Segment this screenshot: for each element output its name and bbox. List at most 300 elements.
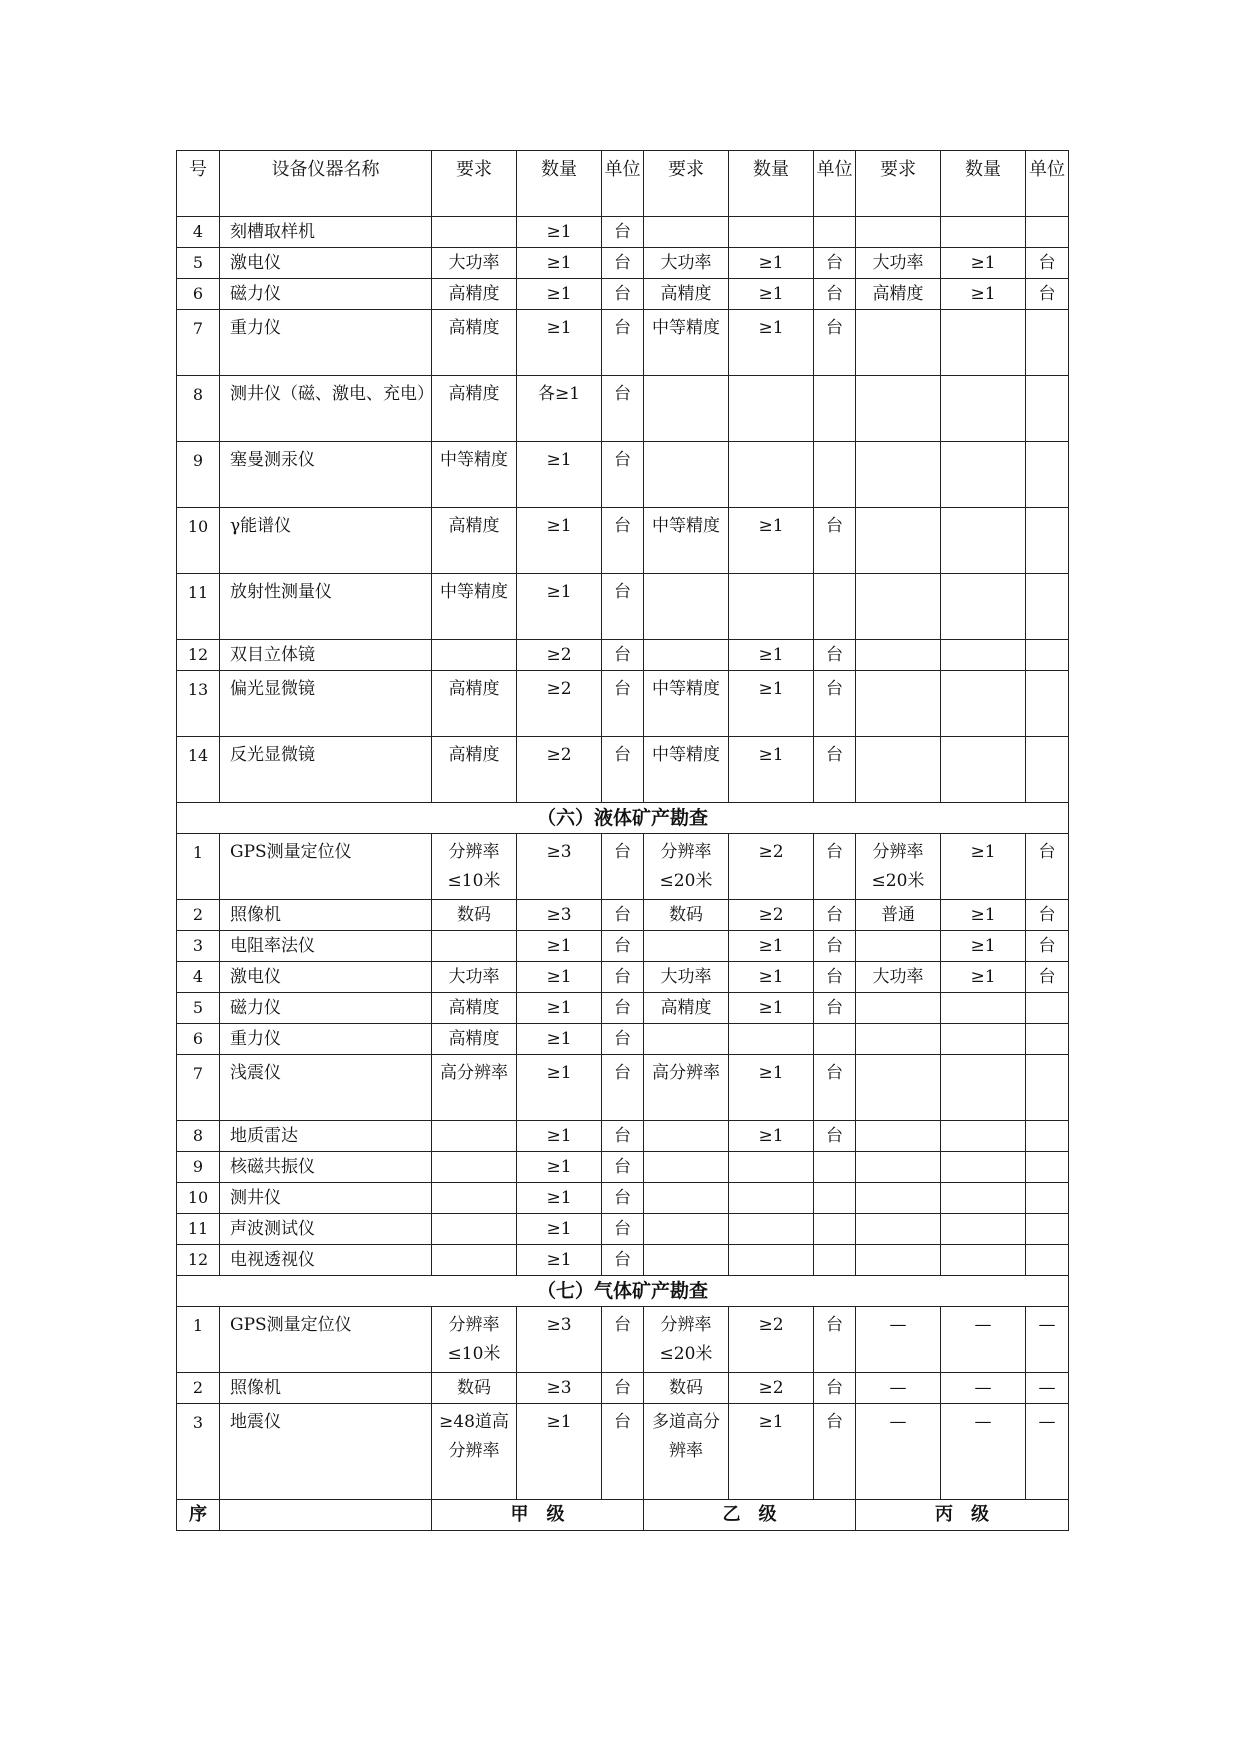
table-cell: 中等精度 (644, 737, 729, 803)
table-cell (941, 1055, 1026, 1121)
table-cell: ≥1 (517, 962, 602, 993)
equipment-name: 测井仪（磁、激电、充电） (220, 376, 432, 442)
row-number: 4 (177, 962, 220, 993)
table-cell: ≥1 (941, 900, 1026, 931)
table-cell (1026, 737, 1069, 803)
table-cell: 台 (602, 900, 644, 931)
table-cell: ≥1 (729, 737, 814, 803)
row-number: 7 (177, 1055, 220, 1121)
row-number: 2 (177, 900, 220, 931)
table-cell (856, 993, 941, 1024)
equipment-name: 塞曼测汞仪 (220, 442, 432, 508)
header-cell: 单位 (1026, 151, 1069, 217)
table-cell (941, 993, 1026, 1024)
row-number: 12 (177, 1245, 220, 1276)
table-cell (941, 640, 1026, 671)
table-cell (856, 1121, 941, 1152)
table-cell (1026, 640, 1069, 671)
table-cell: ≥1 (729, 640, 814, 671)
table-cell (814, 1152, 856, 1183)
table-cell: ≥1 (517, 1121, 602, 1152)
equipment-name: γ能谱仪 (220, 508, 432, 574)
table-cell: 台 (814, 1404, 856, 1500)
table-body (177, 151, 1069, 1531)
row-number: 8 (177, 1121, 220, 1152)
table-cell: ≥1 (517, 442, 602, 508)
table-cell: ≥1 (517, 1183, 602, 1214)
equipment-name: 放射性测量仪 (220, 574, 432, 640)
grade-a-label: 甲 级 (432, 1500, 644, 1531)
row-number: 6 (177, 279, 220, 310)
table-cell (856, 640, 941, 671)
table-cell: ≥1 (517, 1214, 602, 1245)
table-cell (432, 1152, 517, 1183)
table-cell: ≥1 (941, 279, 1026, 310)
table-cell (432, 640, 517, 671)
table-cell: — (856, 1373, 941, 1404)
equipment-name: 照像机 (220, 900, 432, 931)
row-number: 2 (177, 1373, 220, 1404)
table-row (177, 574, 1069, 640)
table-cell: 台 (814, 737, 856, 803)
table-cell: ≥2 (729, 1307, 814, 1373)
table-cell (644, 1024, 729, 1055)
equipment-name: 电视透视仪 (220, 1245, 432, 1276)
table-cell (1026, 1055, 1069, 1121)
section-title: （六）液体矿产勘查 (177, 803, 1069, 834)
equipment-name: GPS测量定位仪 (220, 1307, 432, 1373)
table-cell: 台 (602, 931, 644, 962)
table-cell: 台 (814, 993, 856, 1024)
table-cell: 高精度 (644, 993, 729, 1024)
table-cell: 分辨率≤10米 (432, 834, 517, 900)
table-cell (1026, 993, 1069, 1024)
header-cell: 数量 (729, 151, 814, 217)
table-cell: ≥1 (729, 931, 814, 962)
table-cell: ≥3 (517, 834, 602, 900)
table-cell: 高精度 (432, 993, 517, 1024)
table-cell (856, 671, 941, 737)
table-cell: 台 (814, 834, 856, 900)
table-cell (1026, 1152, 1069, 1183)
table-cell (941, 671, 1026, 737)
table-cell (1026, 574, 1069, 640)
row-number: 11 (177, 574, 220, 640)
table-row (177, 1055, 1069, 1121)
table-cell: 数码 (432, 1373, 517, 1404)
table-cell: ≥1 (517, 1245, 602, 1276)
table-cell (1026, 1245, 1069, 1276)
table-cell (644, 931, 729, 962)
table-row (177, 1024, 1069, 1055)
row-number: 3 (177, 1404, 220, 1500)
table-cell (644, 1121, 729, 1152)
table-row (177, 962, 1069, 993)
table-cell: 台 (602, 508, 644, 574)
table-cell (856, 1055, 941, 1121)
footer-name (220, 1500, 432, 1531)
table-cell (856, 217, 941, 248)
table-cell: ≥3 (517, 900, 602, 931)
table-cell: — (941, 1373, 1026, 1404)
table-cell (814, 1245, 856, 1276)
row-number: 12 (177, 640, 220, 671)
table-cell (814, 574, 856, 640)
table-row (177, 376, 1069, 442)
table-cell (1026, 310, 1069, 376)
equipment-name: 刻槽取样机 (220, 217, 432, 248)
table-cell: — (856, 1404, 941, 1500)
table-row (177, 640, 1069, 671)
table-cell: 台 (602, 310, 644, 376)
table-row (177, 217, 1069, 248)
equipment-name: 激电仪 (220, 962, 432, 993)
table-cell: 大功率 (856, 248, 941, 279)
table-row (177, 1121, 1069, 1152)
table-cell (729, 1245, 814, 1276)
table-row (177, 931, 1069, 962)
equipment-name: 声波测试仪 (220, 1214, 432, 1245)
equipment-name: 照像机 (220, 1373, 432, 1404)
table-cell (814, 1024, 856, 1055)
table-cell: ≥1 (729, 248, 814, 279)
table-cell: 台 (602, 1307, 644, 1373)
table-cell: 大功率 (432, 962, 517, 993)
table-cell (814, 442, 856, 508)
table-cell (1026, 1024, 1069, 1055)
table-cell: 台 (602, 217, 644, 248)
table-row (177, 1245, 1069, 1276)
row-number: 11 (177, 1214, 220, 1245)
table-cell: 台 (602, 574, 644, 640)
row-number: 7 (177, 310, 220, 376)
table-cell (1026, 1121, 1069, 1152)
table-cell (644, 442, 729, 508)
table-cell: 数码 (432, 900, 517, 931)
section-row (177, 1276, 1069, 1307)
table-row (177, 834, 1069, 900)
table-cell: 高分辨率 (644, 1055, 729, 1121)
table-cell: 台 (1026, 931, 1069, 962)
table-cell: 中等精度 (432, 574, 517, 640)
table-cell: 高精度 (432, 376, 517, 442)
table-cell: — (1026, 1307, 1069, 1373)
table-cell: ≥3 (517, 1373, 602, 1404)
equipment-name: 测井仪 (220, 1183, 432, 1214)
table-cell: ≥3 (517, 1307, 602, 1373)
row-number: 10 (177, 1183, 220, 1214)
table-cell (432, 1121, 517, 1152)
table-cell: 台 (814, 931, 856, 962)
table-cell (644, 217, 729, 248)
table-cell (729, 442, 814, 508)
row-number: 5 (177, 248, 220, 279)
equipment-name: 浅震仪 (220, 1055, 432, 1121)
table-cell (729, 217, 814, 248)
table-cell (941, 310, 1026, 376)
table-cell: ≥1 (729, 508, 814, 574)
table-cell: 台 (814, 279, 856, 310)
table-cell: 台 (814, 671, 856, 737)
table-cell (941, 1024, 1026, 1055)
equipment-name: 重力仪 (220, 310, 432, 376)
header-cell: 单位 (814, 151, 856, 217)
table-cell (432, 1245, 517, 1276)
table-cell: 中等精度 (432, 442, 517, 508)
equipment-name: 磁力仪 (220, 993, 432, 1024)
section-row (177, 803, 1069, 834)
row-number: 9 (177, 442, 220, 508)
table-cell: 台 (814, 1307, 856, 1373)
header-cell: 要求 (644, 151, 729, 217)
table-cell (941, 1121, 1026, 1152)
table-cell: 台 (602, 1024, 644, 1055)
table-cell: ≥1 (729, 279, 814, 310)
section-title: （七）气体矿产勘查 (177, 1276, 1069, 1307)
table-cell (432, 931, 517, 962)
row-number: 13 (177, 671, 220, 737)
table-cell (941, 1214, 1026, 1245)
table-cell: 台 (602, 279, 644, 310)
table-row (177, 993, 1069, 1024)
equipment-table (176, 150, 1069, 1531)
table-row (177, 508, 1069, 574)
table-cell: ≥1 (941, 931, 1026, 962)
table-row (177, 248, 1069, 279)
table-cell: 台 (602, 1152, 644, 1183)
table-cell (856, 931, 941, 962)
table-cell (432, 1214, 517, 1245)
table-cell: 台 (602, 737, 644, 803)
equipment-name: GPS测量定位仪 (220, 834, 432, 900)
table-cell: ≥1 (941, 962, 1026, 993)
header-row (177, 151, 1069, 217)
table-cell: 台 (602, 640, 644, 671)
table-cell: ≥2 (729, 1373, 814, 1404)
table-cell: ≥1 (729, 1055, 814, 1121)
table-cell: 台 (602, 1183, 644, 1214)
table-cell (729, 1214, 814, 1245)
table-cell (856, 376, 941, 442)
equipment-name: 地震仪 (220, 1404, 432, 1500)
table-cell: 台 (602, 1404, 644, 1500)
table-cell: 分辨率≤10米 (432, 1307, 517, 1373)
equipment-name: 双目立体镜 (220, 640, 432, 671)
table-cell (644, 1214, 729, 1245)
footer-seq: 序 (177, 1500, 220, 1531)
row-number: 3 (177, 931, 220, 962)
table-cell: 中等精度 (644, 671, 729, 737)
table-cell: 中等精度 (644, 310, 729, 376)
table-row (177, 310, 1069, 376)
table-cell (941, 376, 1026, 442)
table-row (177, 1373, 1069, 1404)
table-cell (1026, 376, 1069, 442)
table-cell: 台 (602, 1121, 644, 1152)
table-cell (941, 737, 1026, 803)
table-cell: 多道高分辨率 (644, 1404, 729, 1500)
equipment-name: 核磁共振仪 (220, 1152, 432, 1183)
table-cell: 数码 (644, 1373, 729, 1404)
table-cell: ≥1 (517, 310, 602, 376)
table-cell: ≥2 (729, 900, 814, 931)
table-cell: ≥1 (517, 248, 602, 279)
table-cell: 分辨率≤20米 (856, 834, 941, 900)
table-cell (1026, 508, 1069, 574)
row-number: 9 (177, 1152, 220, 1183)
row-number: 1 (177, 834, 220, 900)
equipment-name: 重力仪 (220, 1024, 432, 1055)
table-cell: 大功率 (644, 248, 729, 279)
table-cell (729, 574, 814, 640)
table-cell: 中等精度 (644, 508, 729, 574)
table-cell: 数码 (644, 900, 729, 931)
row-number: 8 (177, 376, 220, 442)
grade-b-label: 乙 级 (644, 1500, 856, 1531)
table-cell (644, 1152, 729, 1183)
table-cell (941, 442, 1026, 508)
table-cell (856, 310, 941, 376)
table-cell: 台 (1026, 834, 1069, 900)
table-cell: ≥1 (729, 310, 814, 376)
table-row (177, 1214, 1069, 1245)
table-cell: 台 (814, 1373, 856, 1404)
table-cell: 台 (602, 1373, 644, 1404)
table-cell: ≥1 (517, 279, 602, 310)
table-cell (644, 376, 729, 442)
table-cell: ≥1 (517, 508, 602, 574)
table-cell (856, 1183, 941, 1214)
equipment-name: 磁力仪 (220, 279, 432, 310)
row-number: 10 (177, 508, 220, 574)
header-cell: 数量 (517, 151, 602, 217)
table-cell: 高精度 (432, 310, 517, 376)
table-row (177, 1307, 1069, 1373)
table-row (177, 442, 1069, 508)
table-cell (644, 574, 729, 640)
table-cell (1026, 442, 1069, 508)
row-number: 5 (177, 993, 220, 1024)
header-cell: 单位 (602, 151, 644, 217)
table-cell: ≥1 (517, 993, 602, 1024)
table-cell (856, 1245, 941, 1276)
table-cell: — (941, 1404, 1026, 1500)
table-cell (1026, 671, 1069, 737)
table-cell: 各≥1 (517, 376, 602, 442)
table-cell: ≥1 (729, 1404, 814, 1500)
table-cell: 分辨率≤20米 (644, 834, 729, 900)
table-cell: 台 (814, 640, 856, 671)
table-cell: — (1026, 1404, 1069, 1500)
table-cell: ≥1 (941, 834, 1026, 900)
table-cell: ≥1 (517, 1024, 602, 1055)
table-cell (941, 1183, 1026, 1214)
table-cell: — (856, 1307, 941, 1373)
table-cell (941, 1245, 1026, 1276)
equipment-name: 地质雷达 (220, 1121, 432, 1152)
table-cell: 高精度 (644, 279, 729, 310)
table-cell: 台 (814, 248, 856, 279)
table-cell: 高精度 (432, 671, 517, 737)
table-cell (856, 1024, 941, 1055)
table-cell (432, 1183, 517, 1214)
table-cell: 分辨率≤20米 (644, 1307, 729, 1373)
table-cell (856, 1152, 941, 1183)
table-cell (432, 217, 517, 248)
table-cell: 普通 (856, 900, 941, 931)
row-number: 6 (177, 1024, 220, 1055)
table-cell: ≥1 (729, 671, 814, 737)
table-cell: ≥1 (517, 217, 602, 248)
header-cell: 号 (177, 151, 220, 217)
equipment-name: 电阻率法仪 (220, 931, 432, 962)
table-cell: ≥1 (517, 931, 602, 962)
table-row (177, 1152, 1069, 1183)
equipment-name: 激电仪 (220, 248, 432, 279)
table-cell: 台 (602, 1055, 644, 1121)
table-cell: 台 (602, 248, 644, 279)
equipment-name: 偏光显微镜 (220, 671, 432, 737)
table-row (177, 279, 1069, 310)
table-cell: 台 (602, 962, 644, 993)
table-row (177, 671, 1069, 737)
table-cell (1026, 1214, 1069, 1245)
table-cell: 台 (1026, 248, 1069, 279)
table-cell: ≥1 (729, 1121, 814, 1152)
row-number: 1 (177, 1307, 220, 1373)
table-cell: 高精度 (432, 279, 517, 310)
table-cell: ≥1 (517, 574, 602, 640)
table-cell: ≥2 (729, 834, 814, 900)
table-cell (941, 508, 1026, 574)
table-cell (814, 217, 856, 248)
table-row (177, 900, 1069, 931)
table-cell (1026, 1183, 1069, 1214)
table-cell: ≥48道高分辨率 (432, 1404, 517, 1500)
table-cell: 大功率 (856, 962, 941, 993)
table-cell: 台 (814, 900, 856, 931)
table-cell: 台 (1026, 962, 1069, 993)
table-cell (814, 1214, 856, 1245)
table-cell: 台 (814, 310, 856, 376)
table-cell: 高精度 (856, 279, 941, 310)
table-cell (644, 1183, 729, 1214)
header-cell: 设备仪器名称 (220, 151, 432, 217)
table-cell (729, 1152, 814, 1183)
table-cell (729, 376, 814, 442)
row-number: 14 (177, 737, 220, 803)
table-row (177, 1183, 1069, 1214)
table-cell (644, 640, 729, 671)
equipment-name: 反光显微镜 (220, 737, 432, 803)
table-cell: 台 (602, 993, 644, 1024)
table-cell: — (941, 1307, 1026, 1373)
table-cell: ≥1 (517, 1152, 602, 1183)
row-number: 4 (177, 217, 220, 248)
table-cell (856, 508, 941, 574)
table-cell: ≥1 (729, 993, 814, 1024)
table-row (177, 737, 1069, 803)
table-cell: — (1026, 1373, 1069, 1404)
table-cell: ≥2 (517, 640, 602, 671)
table-cell (1026, 217, 1069, 248)
table-cell: 高精度 (432, 737, 517, 803)
table-cell (941, 574, 1026, 640)
table-cell: 台 (602, 1245, 644, 1276)
table-row (177, 1404, 1069, 1500)
table-cell (644, 1245, 729, 1276)
table-cell: ≥1 (517, 1055, 602, 1121)
